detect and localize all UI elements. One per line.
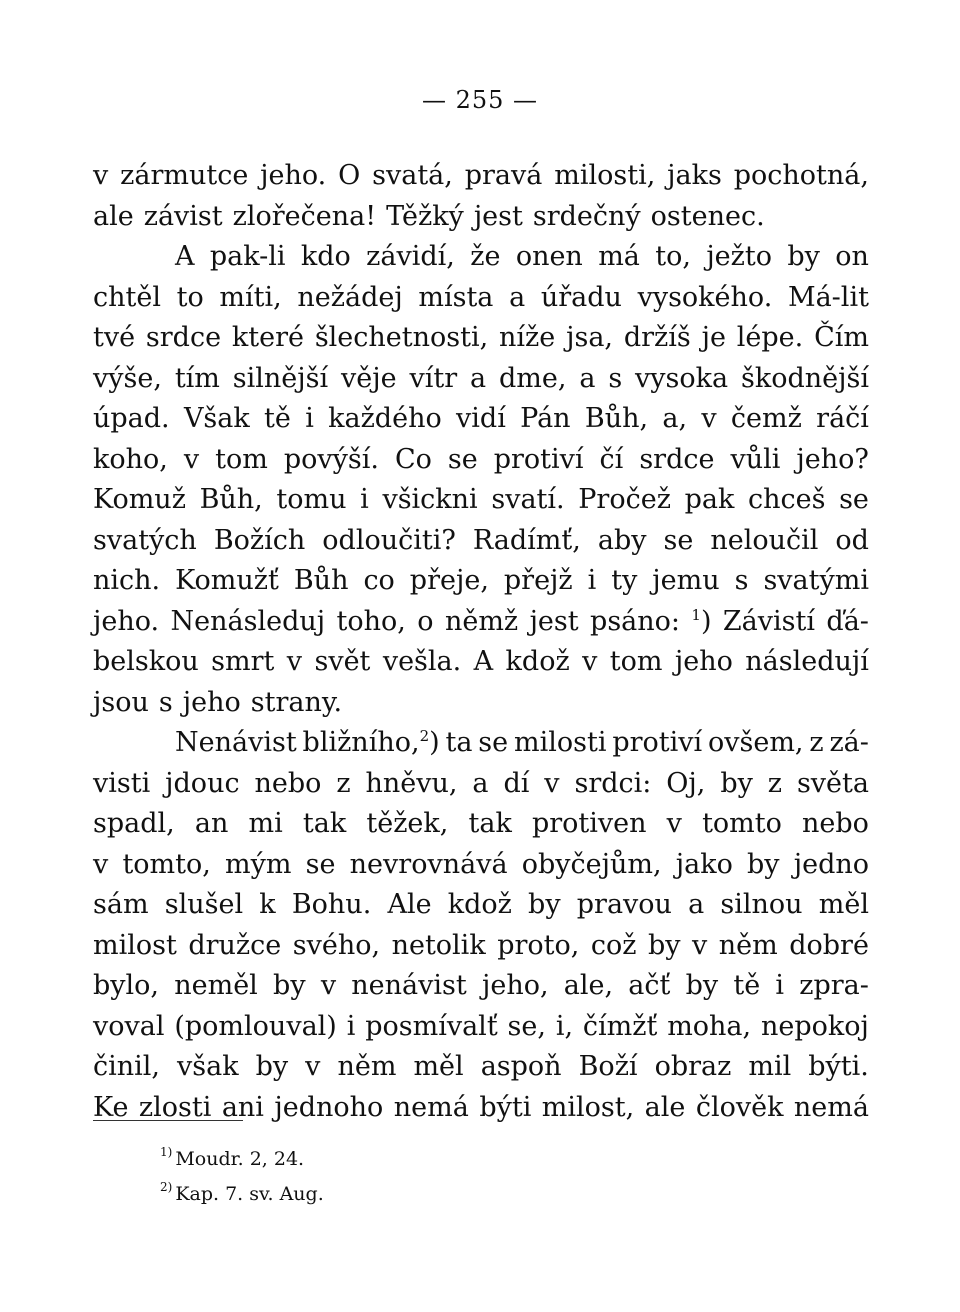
text-line: chtěl to míti, nežádej místa a úřadu vysokého. Má-lit bbox=[93, 281, 869, 313]
text-line: spadl, an mi tak těžek, tak protiven v tomto nebo bbox=[93, 808, 869, 839]
text-line: milost družce svého, netolik proto, což by v něm dobré bbox=[93, 929, 869, 961]
text-line: visti jdouc nebo z hněvu, a dí v srdci: Oj, by z světa bbox=[93, 767, 869, 799]
footnote-1-mark: 1) bbox=[160, 1145, 173, 1159]
text-line: v tomto, mým se nevrovnává obyčejům, jako by jedno bbox=[93, 848, 869, 880]
page-number: — 255 — bbox=[421, 86, 539, 114]
footnote-1 bbox=[160, 1142, 324, 1177]
text-line: úpad. Však tě i každého vidí Pán Bůh, a, v čemž ráčí bbox=[93, 403, 869, 434]
text-line: nich. Komužť Bůh co přeje, přejž i ty jemu s svatými bbox=[93, 565, 869, 596]
text-line: svatých Božích odloučiti? Radímť, aby se neloučil od bbox=[93, 524, 869, 556]
footnote-2-text: Kap. 7. sv. Aug. bbox=[175, 1183, 324, 1205]
text-line: jsou s jeho strany. bbox=[93, 686, 343, 718]
text-line: Ke zlosti ani jednoho nemá býti milost, ale člověk nemá bbox=[93, 1091, 869, 1123]
text-line: voval (pomlouval) i posmívalť se, i, čímžť moha, nepokoj bbox=[93, 1010, 869, 1042]
text-line: Komuž Bůh, tomu i všickni svatí. Pročež pak chceš se bbox=[93, 484, 869, 515]
text-line: činil, však by v něm měl aspoň Boží obraz mil býti. bbox=[93, 1051, 869, 1082]
footnote-1-text: Moudr. 2, 24. bbox=[175, 1148, 305, 1170]
text-line: sám slušel k Bohu. Ale kdož by pravou a silnou měl bbox=[93, 889, 869, 920]
text-line: A pak-li kdo závidí, že onen má to, ježto by on bbox=[175, 241, 869, 272]
text-line: belskou smrt v svět vešla. A kdož v tom jeho následují bbox=[93, 646, 869, 677]
footnote-divider bbox=[93, 1120, 243, 1121]
footnote-2-mark: 2) bbox=[160, 1180, 173, 1194]
text-line: jeho. Nenásleduj toho, o němž jest psáno: $^1$) Závistí ďá- bbox=[93, 605, 869, 637]
text-line: ale závist zlořečena! Těžký jest srdečný ostenec. bbox=[93, 200, 765, 232]
text-line: výše, tím silnější věje vítr a dme, a s vysoka škodnější bbox=[93, 362, 869, 394]
text-line: koho, v tom povýší. Co se protiví čí srdce vůli jeho? bbox=[93, 443, 869, 475]
text-line: v zármutce jeho. O svatá, pravá milosti, jaks pochotná, bbox=[93, 160, 869, 191]
text-line: tvé srdce které šlechetnosti, níže jsa, držíš je lépe. Čím bbox=[93, 322, 869, 353]
text-line: Nenávist bližního,$^2$) ta se milosti protiví ovšem, z zá- bbox=[175, 727, 869, 758]
footnotes bbox=[160, 1142, 324, 1212]
body-text bbox=[93, 156, 869, 1128]
footnote-2 bbox=[160, 1177, 324, 1212]
text-line: bylo, neměl by v nenávist jeho, ale, ačť by tě i zpra- bbox=[93, 970, 869, 1001]
